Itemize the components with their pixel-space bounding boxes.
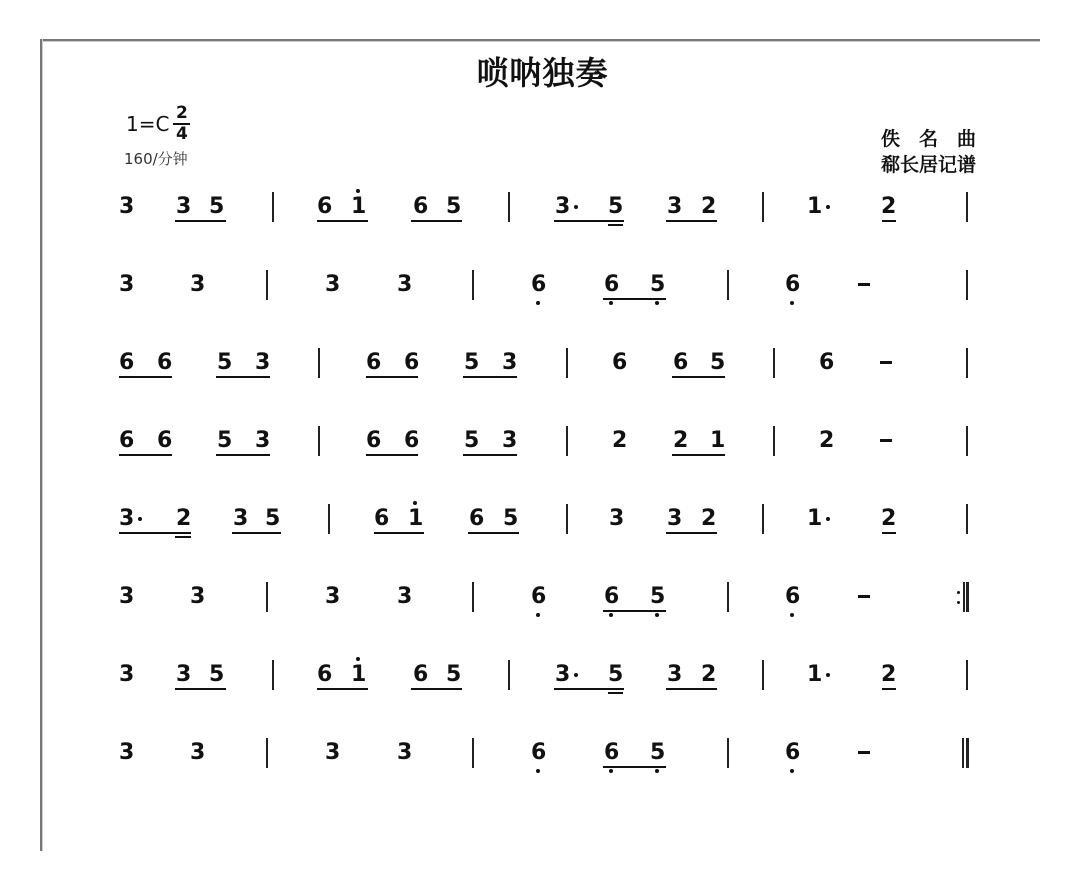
barline [566,348,568,378]
note: 3 [502,350,518,375]
underline [463,376,517,378]
underline [374,532,424,534]
tempo-marking: 160/分钟 [124,150,188,168]
augmentation-dot [574,205,578,209]
underline [232,532,281,534]
note: 3 [555,194,571,219]
note: 5 [650,272,666,297]
note: 3 [325,272,341,297]
note: 6 [374,506,390,531]
note: 3 [325,740,341,765]
barline [762,660,764,690]
repeat-dot [957,601,960,604]
underline [603,610,666,612]
underline [603,298,666,300]
note: 3 [119,506,135,531]
note: 2 [673,428,689,453]
underline [317,220,368,222]
note: 5 [464,350,480,375]
note: 5 [650,740,666,765]
note: 1 [807,662,823,687]
note: 3 [190,584,206,609]
note: 1 [351,662,367,687]
note: 1 [351,194,367,219]
barline [773,426,775,456]
note: 5 [503,506,519,531]
note: 3 [119,584,135,609]
note: 1 [807,506,823,531]
note: 5 [217,428,233,453]
note: 5 [209,194,225,219]
underline [554,220,624,222]
underline [411,688,462,690]
barline [566,426,568,456]
octave-dot-low [609,769,613,773]
note: 6 [119,428,135,453]
augmentation-dot [826,517,830,521]
note: 5 [209,662,225,687]
underline [119,454,172,456]
octave-dot-low [655,613,659,617]
note: 3 [176,662,192,687]
underline [463,454,517,456]
underline [175,688,226,690]
octave-dot-low [790,769,794,773]
barline [966,192,968,222]
augmentation-dot [138,517,142,521]
note: 3 [397,584,413,609]
note: 5 [446,194,462,219]
octave-dot-low [609,301,613,305]
page-border-left [40,39,42,851]
augmentation-dot [826,673,830,677]
note: 5 [446,662,462,687]
note: 5 [608,662,624,687]
note: 6 [366,350,382,375]
note: 3 [255,428,271,453]
note: 3 [667,194,683,219]
note: 6 [785,584,801,609]
note: 3 [119,662,135,687]
sustain-dash [858,595,870,598]
underline [672,376,725,378]
sustain-dash [858,283,870,286]
note: 3 [255,350,271,375]
note: 5 [265,506,281,531]
barline [963,582,965,612]
barline [266,738,268,768]
barline [508,192,510,222]
octave-dot-high [413,501,417,505]
note: 1 [807,194,823,219]
note: 3 [119,272,135,297]
octave-dot-high [356,657,360,661]
note: 3 [190,272,206,297]
note: 2 [701,662,717,687]
note: 6 [673,350,689,375]
note: 3 [502,428,518,453]
underline [468,532,519,534]
barline [266,582,268,612]
note: 2 [612,428,628,453]
underline [216,454,270,456]
underline [366,454,418,456]
note: 6 [531,272,547,297]
augmentation-dot [826,205,830,209]
note: 5 [710,350,726,375]
note: 2 [701,194,717,219]
note: 6 [413,662,429,687]
note: 6 [404,350,420,375]
octave-dot-low [536,301,540,305]
time-signature [173,104,190,144]
underline [366,376,418,378]
underline [882,688,896,690]
note: 1 [408,506,424,531]
barline [727,582,729,612]
octave-dot-low [609,613,613,617]
page-border-top [40,39,1040,41]
barline [966,348,968,378]
barline [318,348,320,378]
note: 2 [881,662,897,687]
underline [882,532,896,534]
repeat-dot [957,591,960,594]
barline [472,738,474,768]
underline [603,766,666,768]
note: 2 [701,506,717,531]
note: 3 [397,272,413,297]
note: 6 [531,584,547,609]
underline [216,376,270,378]
underline [666,220,717,222]
barline [266,270,268,300]
underline [119,532,191,534]
barline [966,504,968,534]
barline [966,270,968,300]
note: 6 [119,350,135,375]
note: 6 [157,350,173,375]
note: 6 [157,428,173,453]
octave-dot-low [790,301,794,305]
octave-dot-low [655,769,659,773]
underline [411,220,462,222]
note: 3 [119,740,135,765]
note: 3 [233,506,249,531]
underline [175,220,226,222]
note: 3 [397,740,413,765]
time-denominator: 4 [176,123,188,144]
note: 2 [881,194,897,219]
note: 6 [604,740,620,765]
note: 6 [317,662,333,687]
transcriber-credit: 郗长居记谱 [880,154,976,176]
octave-dot-low [655,301,659,305]
barline-thick [966,582,969,612]
barline [272,660,274,690]
key-label: 1=C [126,111,170,136]
note: 3 [325,584,341,609]
note: 6 [785,740,801,765]
barline [318,426,320,456]
note: 2 [819,428,835,453]
note: 6 [604,272,620,297]
barline [472,582,474,612]
note: 3 [190,740,206,765]
underline [175,536,191,538]
note: 6 [413,194,429,219]
note: 6 [612,350,628,375]
note: 5 [608,194,624,219]
barline [966,660,968,690]
note: 6 [366,428,382,453]
key-signature [126,104,190,144]
barline [762,504,764,534]
note: 3 [609,506,625,531]
barline [727,270,729,300]
barline [727,738,729,768]
barline [773,348,775,378]
barline [962,738,964,768]
barline [328,504,330,534]
note: 3 [667,662,683,687]
barline [508,660,510,690]
note: 5 [464,428,480,453]
barline [566,504,568,534]
note: 6 [404,428,420,453]
barline [762,192,764,222]
sustain-dash [858,751,870,754]
underline [554,688,624,690]
composer-credit: 佚名曲 [880,128,995,150]
octave-dot-high [356,189,360,193]
note: 5 [650,584,666,609]
note: 6 [785,272,801,297]
sustain-dash [880,361,892,364]
note: 3 [555,662,571,687]
note: 6 [604,584,620,609]
note: 2 [881,506,897,531]
underline [672,454,725,456]
barline [272,192,274,222]
augmentation-dot [574,673,578,677]
octave-dot-low [536,769,540,773]
sustain-dash [880,439,892,442]
barline [472,270,474,300]
note: 6 [469,506,485,531]
note: 3 [667,506,683,531]
note: 6 [317,194,333,219]
underline [882,220,896,222]
note: 6 [819,350,835,375]
underline [666,532,717,534]
underline [666,688,717,690]
note: 2 [176,506,192,531]
note: 6 [531,740,547,765]
note: 3 [176,194,192,219]
note: 5 [217,350,233,375]
score-title: 唢呐独奏 [476,54,609,92]
octave-dot-low [536,613,540,617]
octave-dot-low [790,613,794,617]
underline [608,692,623,694]
barline [966,426,968,456]
underline [608,224,623,226]
underline [119,376,172,378]
note: 3 [119,194,135,219]
underline [317,688,368,690]
barline-thick [966,738,969,768]
note: 1 [710,428,726,453]
time-numerator: 2 [176,103,188,123]
